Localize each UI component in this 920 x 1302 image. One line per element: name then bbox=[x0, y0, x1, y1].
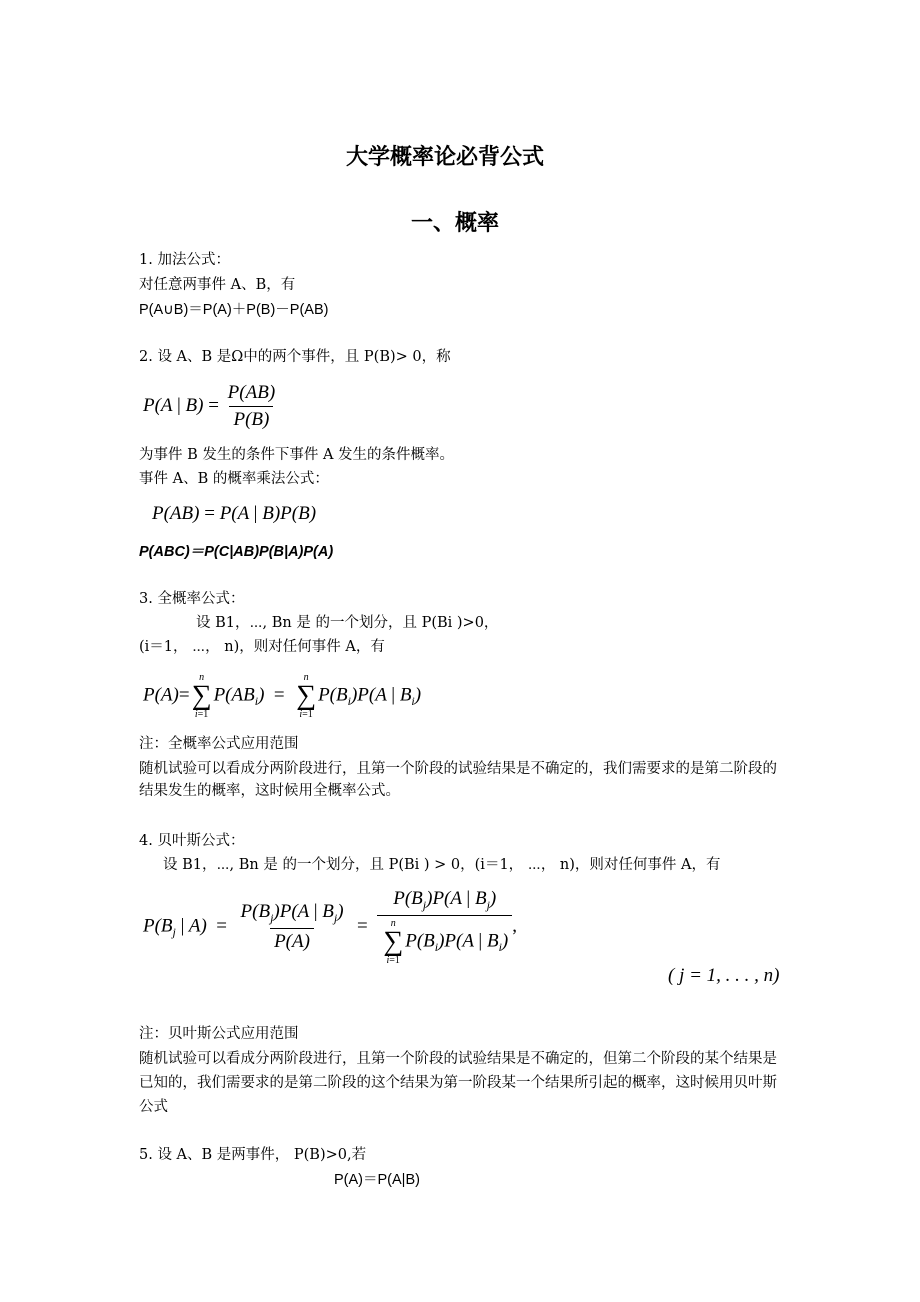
item-4-note-title: 注：贝叶斯公式应用范围 bbox=[139, 1026, 299, 1042]
multiplication-formula: P(AB) = P(A | B)P(B) bbox=[152, 503, 317, 524]
item-3-note-title: 注：全概率公式应用范围 bbox=[139, 736, 299, 752]
total-probability-formula: P(A)= n ∑ i=1 $P(AB_i)$ = n ∑ i=1 $P(B_i)P(A$ | $B_i$) bbox=[143, 672, 422, 720]
multiplication-formula-abc: P(ABC)＝P(C|AB)P(B|A)P(A) bbox=[139, 544, 334, 560]
item-2-heading: 2. 设 A、B 是Ω中的两个事件，且 P(B)> 0，称 bbox=[139, 349, 451, 365]
item-4-heading: 4. 贝叶斯公式： bbox=[139, 833, 245, 849]
item-1-heading: 1. 加法公式： bbox=[139, 252, 230, 268]
document-title: 大学概率论必背公式 bbox=[346, 145, 545, 170]
bayes-index-range: ( j = 1, . . . , n) bbox=[668, 965, 780, 986]
item-3-text-2: (i＝1， ⋯， n)，则对任何事件 A，有 bbox=[139, 639, 385, 655]
independence-formula: P(A)＝P(A|B) bbox=[334, 1172, 420, 1188]
item-4-note-text: 随机试验可以看成分两阶段进行，且第一个阶段的试验结果是不确定的，但第二个阶段的某个结果是已知的，我们需要求的是第二阶段的这个结果为第一阶段某一个结果所引起的概率，这时候用贝叶斯公式 bbox=[139, 1051, 777, 1115]
bayes-formula: $P(B_j$ | A) = $\frac{P(B_j)P(A | B_j)}{P(A)}$ = $P(B_j)P(A$ | $B_j$) n ∑ i=1 $P(B_i)P(A$ | $B_i$) , bbox=[143, 888, 517, 966]
item-1-text: 对任意两事件 A、B，有 bbox=[139, 277, 296, 293]
item-2-description: 为事件 B 发生的条件下事件 A 发生的条件概率。 bbox=[139, 447, 455, 463]
item-4-text: 设 B1，⋯, Bn 是 的一个划分，且 P(Bi ) > 0，(i＝1， ⋯， n)，则对任何事件 A，有 bbox=[163, 857, 721, 873]
conditional-probability-formula: P(A | B) = $\frac{P(AB)}{P(B)}$ bbox=[143, 382, 276, 430]
addition-formula: P(A∪B)＝P(A)＋P(B)－P(AB) bbox=[139, 302, 329, 318]
item-3-text-1: 设 B1，⋯, Bn 是 的一个划分，且 P(Bi )>0， bbox=[196, 615, 499, 631]
item-3-note-text: 随机试验可以看成分两阶段进行，且第一个阶段的试验结果是不确定的，我们需要求的是第二阶段的结果发生的概率，这时候用全概率公式。 bbox=[139, 761, 777, 799]
section-heading: 一、概率 bbox=[411, 211, 500, 236]
item-3-heading: 3. 全概率公式： bbox=[139, 591, 245, 607]
item-2-multiplication-label: 事件 A、B 的概率乘法公式： bbox=[139, 471, 329, 487]
item-5-heading: 5. 设 A、B 是两事件， P(B)>0,若 bbox=[139, 1147, 367, 1163]
